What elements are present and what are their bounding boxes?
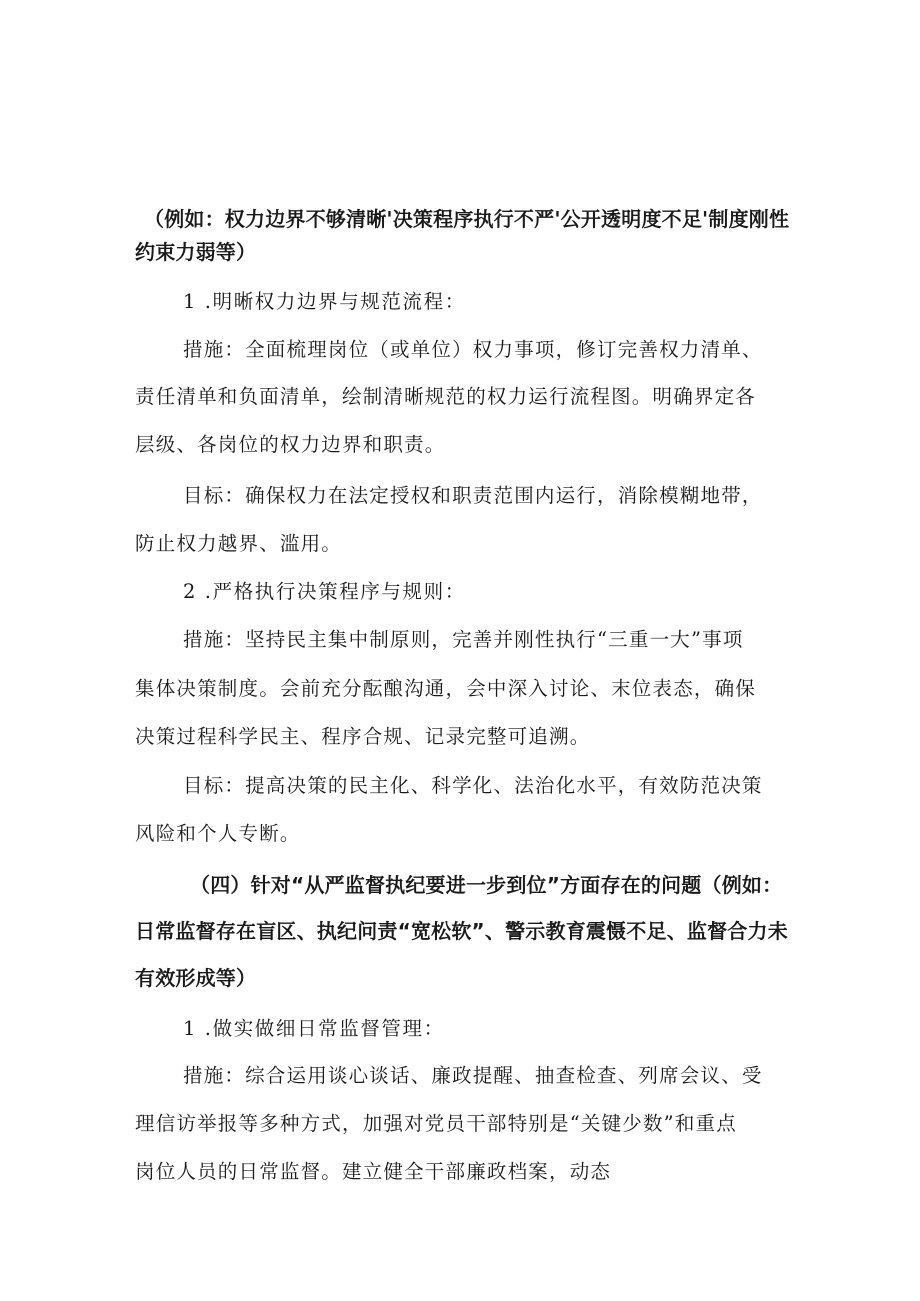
section4-title-line2: 日常监督存在盲区、执纪问责“宽松软”、警示教育震慑不足、监督合力未 — [135, 919, 788, 943]
section3-item1-heading: 1 .明晰权力边界与规范流程： — [183, 290, 466, 313]
section4-item1-measure-line3: 岗位人员的日常监督。建立健全干部廉政档案，动态 — [135, 1160, 612, 1183]
section4-title-line1: （四）针对“从严监督执纪要进一步到位”方面存在的问题（例如： — [190, 873, 783, 897]
section4-item1-heading: 1 .做实做细日常监督管理： — [183, 1017, 445, 1040]
section3-item1-goal-line1: 目标：确保权力在法定授权和职责范围内运行，消除模糊地带， — [183, 484, 763, 507]
section3-item1-goal-line2: 防止权力越界、滥用。 — [135, 532, 343, 555]
section4-item1-measure-line1: 措施：综合运用谈心谈话、廉政提醒、抽查检查、列席会议、受 — [183, 1064, 763, 1087]
section3-item2-measure-line1: 措施：坚持民主集中制原则，完善并刚性执行“三重一大”事项 — [183, 628, 744, 651]
section4-title-line3: 有效形成等） — [135, 966, 257, 990]
section3-item1-measure-line2: 责任清单和负面清单，绘制清晰规范的权力运行流程图。明确界定各 — [135, 385, 757, 408]
section3-item2-measure-line2: 集体决策制度。会前充分酝酿沟通，会中深入讨论、末位表态，确保 — [135, 677, 757, 700]
section3-item2-measure-line3: 决策过程科学民主、程序合规、记录完整可追溯。 — [135, 725, 591, 748]
section3-item1-measure-line1: 措施：全面梳理岗位（或单位）权力事项，修订完善权力清单、 — [183, 338, 763, 361]
section3-intro-line1: （例如：权力边界不够清晰'决策程序执行不严'公开透明度不足'制度刚性 — [144, 207, 790, 231]
section4-item1-measure-line2: 理信访举报等多种方式，加强对党员干部特别是“关键少数”和重点 — [135, 1112, 737, 1135]
section3-item2-goal-line1: 目标：提高决策的民主化、科学化、法治化水平，有效防范决策 — [183, 774, 763, 797]
section3-item2-goal-line2: 风险和个人专断。 — [135, 822, 301, 845]
section3-item2-heading: 2 .严格执行决策程序与规则： — [183, 580, 466, 603]
section3-intro-line2: 约束力弱等） — [135, 240, 257, 264]
section3-item1-measure-line3: 层级、各岗位的权力边界和职责。 — [135, 433, 446, 456]
